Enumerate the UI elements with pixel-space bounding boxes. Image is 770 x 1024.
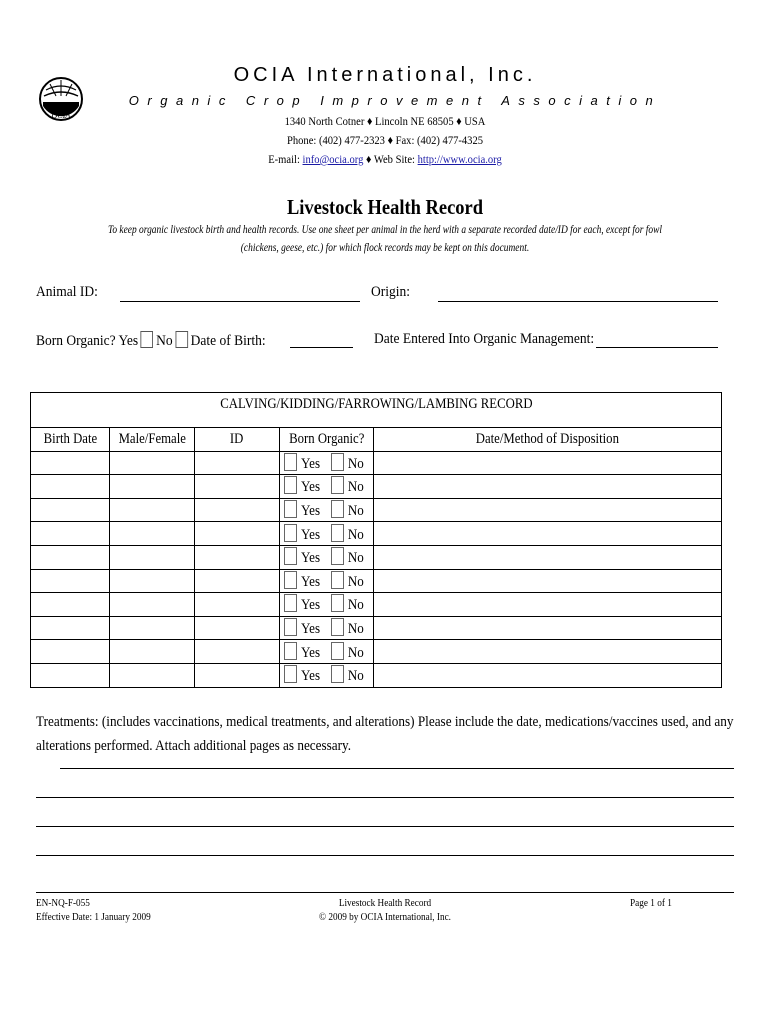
date-entered-field[interactable] bbox=[596, 347, 718, 348]
born-organic-label: Born Organic? bbox=[36, 333, 116, 349]
website-link[interactable]: http://www.ocia.org bbox=[417, 152, 502, 166]
row-no-label: No bbox=[347, 479, 364, 496]
row-no-checkbox[interactable] bbox=[331, 594, 344, 612]
treatment-line-3[interactable] bbox=[36, 826, 734, 827]
sex-cell[interactable] bbox=[110, 616, 195, 640]
col-header-birth-date: Birth Date bbox=[31, 428, 110, 452]
disposition-cell[interactable] bbox=[374, 451, 722, 475]
org-address: 1340 North Cotner ♦ Lincoln NE 68505 ♦ USA bbox=[284, 114, 486, 128]
sex-cell[interactable] bbox=[110, 522, 195, 546]
id-cell[interactable] bbox=[195, 593, 280, 617]
row-yes-label: Yes bbox=[301, 644, 321, 661]
birth-date-cell[interactable] bbox=[31, 498, 110, 522]
sex-cell[interactable] bbox=[110, 451, 195, 475]
row-no-label: No bbox=[347, 503, 364, 520]
sex-cell[interactable] bbox=[110, 569, 195, 593]
row-no-checkbox[interactable] bbox=[331, 618, 344, 636]
id-cell[interactable] bbox=[195, 663, 280, 687]
record-table-header bbox=[31, 428, 722, 452]
birth-date-cell[interactable] bbox=[31, 569, 110, 593]
disposition-cell[interactable] bbox=[374, 593, 722, 617]
row-no-checkbox[interactable] bbox=[331, 476, 344, 494]
email-label: E-mail: bbox=[268, 152, 303, 166]
id-cell[interactable] bbox=[195, 640, 280, 664]
row-yes-label: Yes bbox=[301, 526, 321, 543]
email-link[interactable]: info@ocia.org bbox=[302, 152, 364, 166]
born-organic-no-label: No bbox=[156, 333, 173, 349]
row-no-label: No bbox=[347, 526, 364, 543]
sex-cell[interactable] bbox=[110, 640, 195, 664]
row-yes-checkbox[interactable] bbox=[284, 665, 297, 683]
birth-date-cell[interactable] bbox=[31, 616, 110, 640]
row-yes-checkbox[interactable] bbox=[284, 547, 297, 565]
row-no-label: No bbox=[347, 597, 364, 614]
record-table-caption: CALVING/KIDDING/FARROWING/LAMBING RECORD bbox=[31, 393, 722, 428]
row-yes-label: Yes bbox=[301, 503, 321, 520]
footer-divider bbox=[36, 892, 734, 893]
birth-date-cell[interactable] bbox=[31, 640, 110, 664]
row-yes-label: Yes bbox=[301, 668, 321, 685]
row-no-checkbox[interactable] bbox=[331, 642, 344, 660]
row-yes-checkbox[interactable] bbox=[284, 524, 297, 542]
table-row bbox=[31, 663, 722, 687]
born-organic-cell bbox=[280, 475, 374, 499]
row-yes-label: Yes bbox=[301, 455, 321, 472]
table-row bbox=[31, 522, 722, 546]
born-organic-cell bbox=[280, 545, 374, 569]
born-organic-cell bbox=[280, 498, 374, 522]
effective-date: Effective Date: 1 January 2009 bbox=[36, 912, 151, 923]
row-yes-checkbox[interactable] bbox=[284, 594, 297, 612]
sex-cell[interactable] bbox=[110, 663, 195, 687]
id-cell[interactable] bbox=[195, 522, 280, 546]
form-code: EN-NQ-F-055 bbox=[36, 898, 90, 909]
date-entered-label: Date Entered Into Organic Management: bbox=[374, 331, 595, 347]
id-cell[interactable] bbox=[195, 475, 280, 499]
org-contact bbox=[46, 152, 724, 167]
born-organic-row bbox=[36, 331, 266, 350]
born-organic-no-checkbox[interactable] bbox=[175, 331, 188, 348]
born-organic-cell bbox=[280, 569, 374, 593]
table-row bbox=[31, 545, 722, 569]
row-no-checkbox[interactable] bbox=[331, 453, 344, 471]
born-organic-yes-checkbox[interactable] bbox=[141, 331, 154, 348]
treatment-line-1[interactable] bbox=[60, 768, 734, 769]
col-header-male-female: Male/Female bbox=[110, 428, 195, 452]
calving-record-table bbox=[30, 392, 722, 688]
footer-center bbox=[46, 897, 724, 925]
id-cell[interactable] bbox=[195, 569, 280, 593]
date-of-birth-label: Date of Birth: bbox=[190, 333, 266, 349]
disposition-cell[interactable] bbox=[374, 640, 722, 664]
disposition-cell[interactable] bbox=[374, 545, 722, 569]
disposition-cell[interactable] bbox=[374, 522, 722, 546]
table-row bbox=[31, 616, 722, 640]
animal-id-field[interactable] bbox=[120, 301, 360, 302]
document-title: Livestock Health Record bbox=[286, 195, 484, 219]
treatment-line-4[interactable] bbox=[36, 855, 734, 856]
row-yes-label: Yes bbox=[301, 573, 321, 590]
row-no-label: No bbox=[347, 573, 364, 590]
sex-cell[interactable] bbox=[110, 498, 195, 522]
row-no-label: No bbox=[347, 668, 364, 685]
birth-date-cell[interactable] bbox=[31, 545, 110, 569]
born-organic-cell bbox=[280, 593, 374, 617]
birth-date-cell[interactable] bbox=[31, 475, 110, 499]
col-header-id: ID bbox=[195, 428, 280, 452]
row-no-label: No bbox=[347, 621, 364, 638]
row-yes-label: Yes bbox=[301, 597, 321, 614]
born-organic-cell bbox=[280, 451, 374, 475]
table-row bbox=[31, 569, 722, 593]
row-yes-checkbox[interactable] bbox=[284, 618, 297, 636]
footer-title: Livestock Health Record bbox=[338, 898, 432, 909]
sex-cell[interactable] bbox=[110, 545, 195, 569]
intro-line-1: To keep organic livestock birth and health records. Use one sheet per animal in the herd with a separate recorded date/ID for each, except for fowl bbox=[107, 224, 663, 236]
id-cell[interactable] bbox=[195, 616, 280, 640]
row-no-label: No bbox=[347, 550, 364, 567]
org-subtitle: Organic Crop Improvement Association bbox=[128, 93, 662, 108]
treatment-line-2[interactable] bbox=[36, 797, 734, 798]
row-no-label: No bbox=[347, 455, 364, 472]
born-organic-yes-label: Yes bbox=[118, 333, 139, 349]
animal-id-label: Animal ID: bbox=[36, 284, 98, 300]
table-row bbox=[31, 451, 722, 475]
born-organic-cell bbox=[280, 522, 374, 546]
id-cell[interactable] bbox=[195, 498, 280, 522]
row-yes-checkbox[interactable] bbox=[284, 642, 297, 660]
table-row bbox=[31, 475, 722, 499]
row-yes-label: Yes bbox=[301, 621, 321, 638]
disposition-cell[interactable] bbox=[374, 498, 722, 522]
intro-line-2: (chickens, geese, etc.) for which flock records may be kept on this document. bbox=[240, 242, 530, 254]
birth-date-cell[interactable] bbox=[31, 522, 110, 546]
row-no-checkbox[interactable] bbox=[331, 571, 344, 589]
web-label: ♦ Web Site: bbox=[363, 152, 418, 166]
row-yes-checkbox[interactable] bbox=[284, 571, 297, 589]
row-yes-checkbox[interactable] bbox=[284, 453, 297, 471]
table-row bbox=[31, 640, 722, 664]
born-organic-cell bbox=[280, 663, 374, 687]
treatments-instructions: Treatments: (includes vaccinations, medical treatments, and alterations) Please include the date, medications/vaccines used, and any alterations performed. Attach additional pages as necessary. bbox=[36, 714, 734, 754]
birth-date-cell[interactable] bbox=[31, 593, 110, 617]
row-yes-checkbox[interactable] bbox=[284, 500, 297, 518]
row-yes-checkbox[interactable] bbox=[284, 476, 297, 494]
row-no-label: No bbox=[347, 644, 364, 661]
origin-field[interactable] bbox=[438, 301, 718, 302]
col-header-born-organic: Born Organic? bbox=[280, 428, 374, 452]
row-no-checkbox[interactable] bbox=[331, 665, 344, 683]
born-organic-cell bbox=[280, 616, 374, 640]
svg-text:OCIA: OCIA bbox=[51, 111, 71, 120]
birth-date-cell[interactable] bbox=[31, 663, 110, 687]
table-row bbox=[31, 593, 722, 617]
born-organic-cell bbox=[280, 640, 374, 664]
page-number: Page 1 of 1 bbox=[630, 898, 672, 909]
row-yes-label: Yes bbox=[301, 479, 321, 496]
id-cell[interactable] bbox=[195, 451, 280, 475]
org-name: OCIA International, Inc. bbox=[233, 64, 537, 86]
sex-cell[interactable] bbox=[110, 475, 195, 499]
origin-label: Origin: bbox=[371, 284, 411, 300]
table-row bbox=[31, 498, 722, 522]
row-no-checkbox[interactable] bbox=[331, 500, 344, 518]
birth-date-cell[interactable] bbox=[31, 451, 110, 475]
row-yes-label: Yes bbox=[301, 550, 321, 567]
disposition-cell[interactable] bbox=[374, 616, 722, 640]
org-phone: Phone: (402) 477-2323 ♦ Fax: (402) 477-4325 bbox=[286, 133, 484, 147]
date-of-birth-field[interactable] bbox=[290, 347, 353, 348]
disposition-cell[interactable] bbox=[374, 663, 722, 687]
disposition-cell[interactable] bbox=[374, 475, 722, 499]
row-no-checkbox[interactable] bbox=[331, 524, 344, 542]
sex-cell[interactable] bbox=[110, 593, 195, 617]
id-cell[interactable] bbox=[195, 545, 280, 569]
col-header-disposition: Date/Method of Disposition bbox=[374, 428, 722, 452]
row-no-checkbox[interactable] bbox=[331, 547, 344, 565]
footer-copyright: © 2009 by OCIA International, Inc. bbox=[319, 912, 451, 923]
disposition-cell[interactable] bbox=[374, 569, 722, 593]
